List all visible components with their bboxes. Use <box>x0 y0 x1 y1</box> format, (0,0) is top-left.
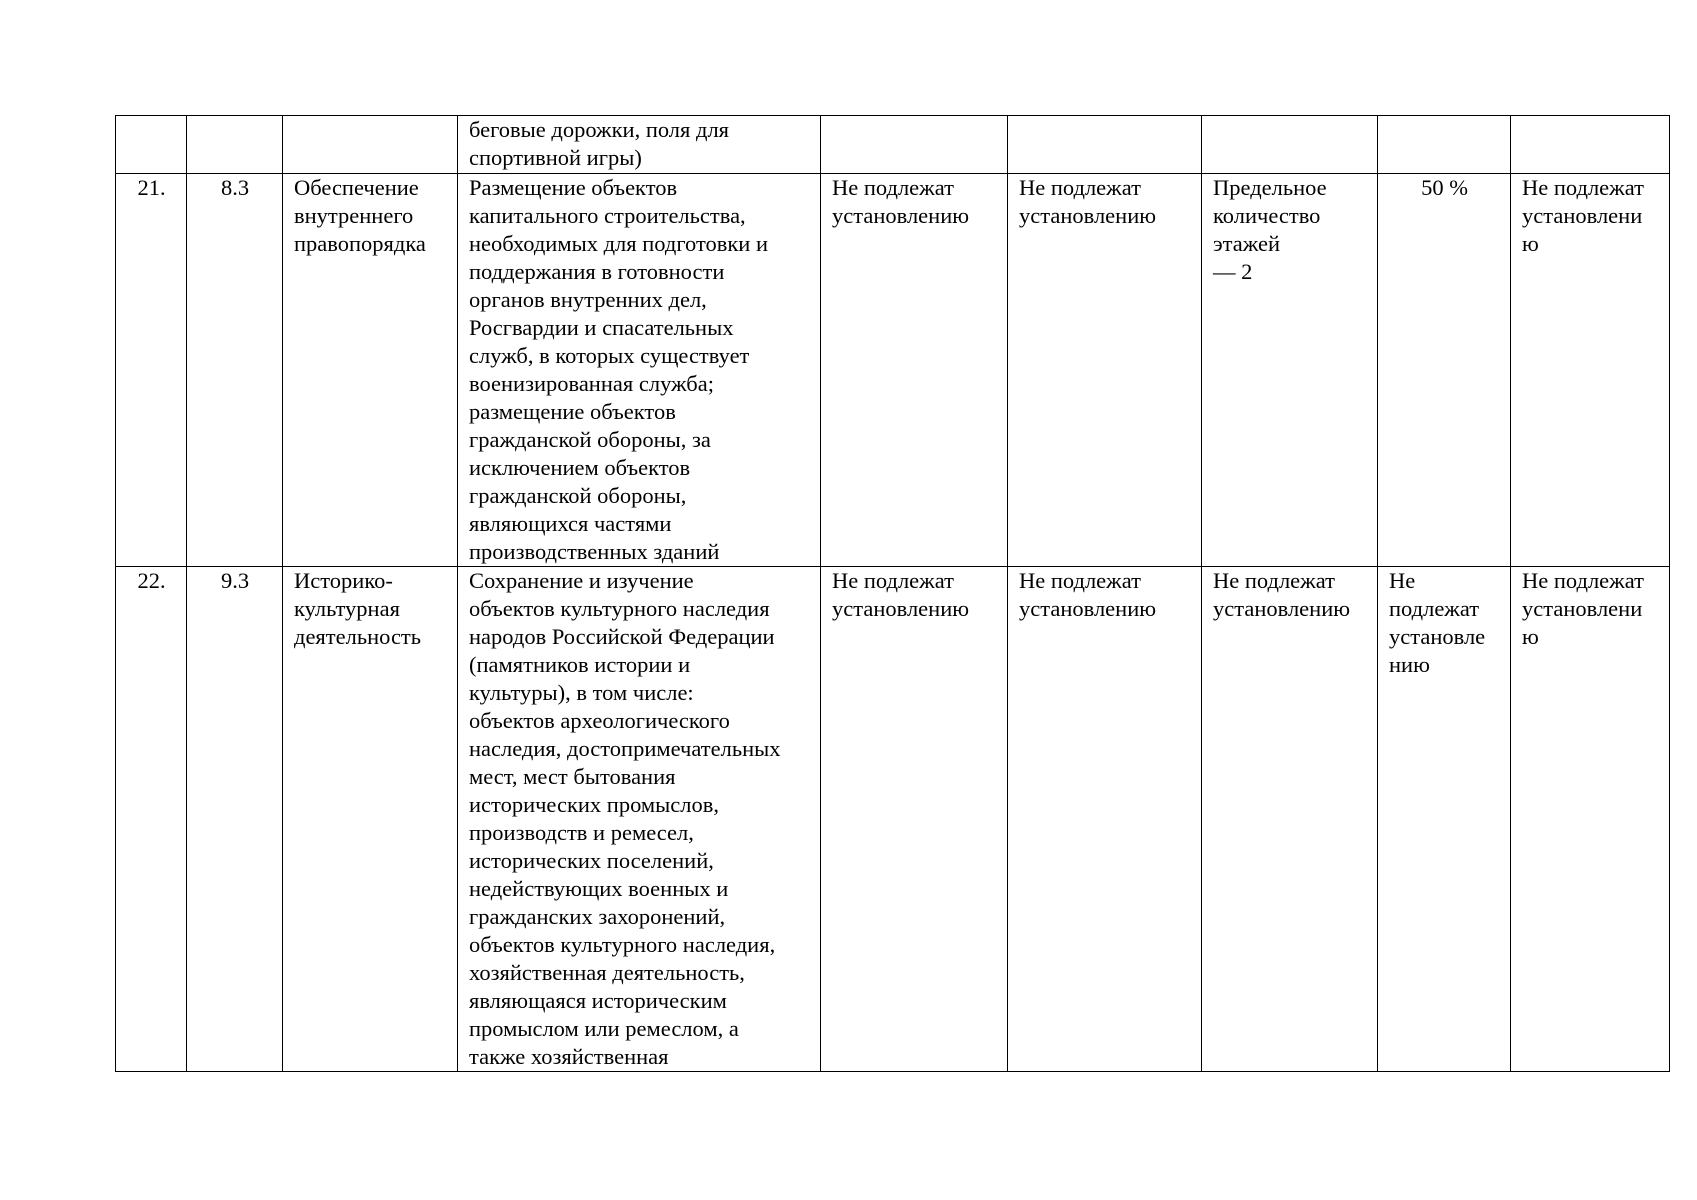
use-name-cell <box>283 116 458 174</box>
description-cell <box>458 116 821 174</box>
param-cell-3 <box>1202 116 1378 174</box>
row-number-cell <box>116 116 187 174</box>
use-description: Размещение объектов капитального строительства, необходимых для подготовки и поддержания в готовности органов внутренних дел, Росгвардии и спасательных служб, в которых существует военизированная служба; размещение объектов гражданской обороны, за исключением объектов гражданской обороны, являющихся частями производственных зданий <box>469 175 768 564</box>
use-name: Историко- культурная деятельность <box>294 568 422 649</box>
param-cell-4 <box>1378 567 1511 1072</box>
description-cell <box>458 567 821 1072</box>
row-number: 21. <box>137 175 166 200</box>
param-value: Не подлежат установлению <box>832 175 970 228</box>
param-value: Не подлежат установлению <box>1019 568 1157 621</box>
param-cell-1 <box>821 174 1008 567</box>
use-code: 9.3 <box>220 568 250 593</box>
use-description: Сохранение и изучение объектов культурного наследия народов Российской Федерации (памятников истории и культуры), в том числе: объектов археологического наследия, достопримечательных мест, мест бытования исторических промыслов, производств и ремесел, исторических поселений, недействующих военных и гражданских захоронений, объектов культурного наследия, хозяйственная деятельность, являющаяся историческим промыслом или ремеслом, а также хозяйственная <box>469 568 781 1069</box>
param-cell-2 <box>1008 116 1202 174</box>
use-code-cell <box>187 567 283 1072</box>
param-value: Не подлежат установлени ю <box>1522 175 1644 256</box>
param-value: Предельное количество этажей — 2 <box>1213 175 1327 284</box>
param-cell-3 <box>1202 174 1378 567</box>
param-value: Не подлежат установлению <box>832 568 970 621</box>
param-cell-1 <box>821 116 1008 174</box>
param-cell-3 <box>1202 567 1378 1072</box>
param-cell-4 <box>1378 116 1511 174</box>
use-code: 8.3 <box>220 175 250 200</box>
param-value: 50 % <box>1421 175 1468 200</box>
param-cell-5 <box>1511 174 1670 567</box>
row-number: 22. <box>137 568 166 593</box>
row-number-cell <box>116 174 187 567</box>
description-cell <box>458 174 821 567</box>
param-cell-5 <box>1511 567 1670 1072</box>
param-value: Не подлежат установлени ю <box>1522 568 1644 649</box>
use-code-cell <box>187 174 283 567</box>
param-cell-1 <box>821 567 1008 1072</box>
use-name: Обеспечение внутреннего правопорядка <box>294 175 426 256</box>
use-description: беговые дорожки, поля для спортивной игры) <box>469 117 730 170</box>
row-number-cell <box>116 567 187 1072</box>
use-name-cell <box>283 567 458 1072</box>
table-row <box>116 116 1670 174</box>
param-value: Не подлежат установлению <box>1019 175 1157 228</box>
regulations-table <box>115 115 1670 1072</box>
param-value: Не подлежат установлению <box>1213 568 1351 621</box>
param-value: Не подлежат установле нию <box>1389 568 1486 677</box>
param-cell-5 <box>1511 116 1670 174</box>
table-row <box>116 174 1670 567</box>
table-row <box>116 567 1670 1072</box>
param-cell-2 <box>1008 567 1202 1072</box>
param-cell-2 <box>1008 174 1202 567</box>
use-name-cell <box>283 174 458 567</box>
param-cell-4 <box>1378 174 1511 567</box>
use-code-cell <box>187 116 283 174</box>
